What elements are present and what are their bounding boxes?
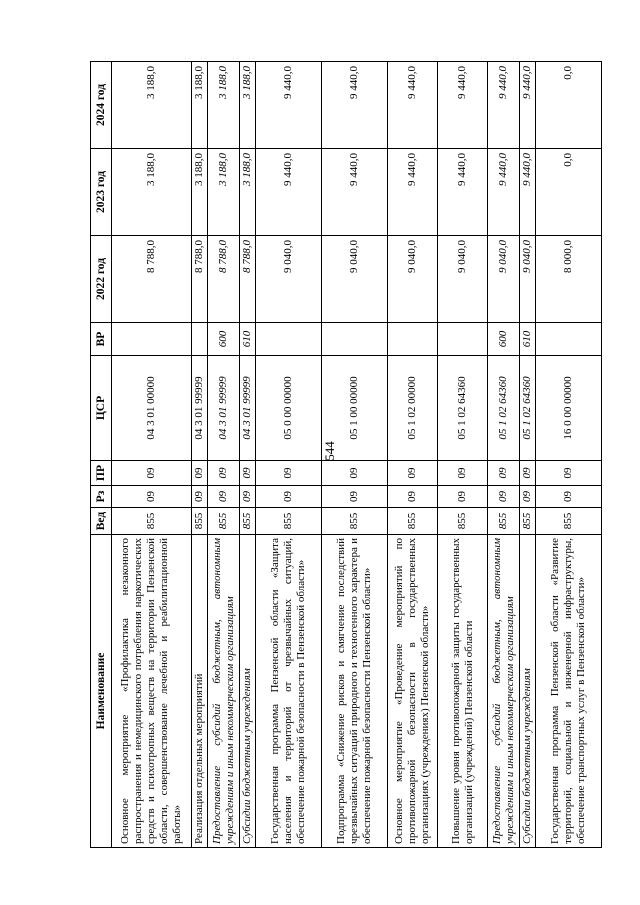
row-name: Государственная программа Пензенской области «Защита населения и территорий от чрезвычайных ситуаций, обеспечение пожарной безопасности в Пензенской области» — [256, 535, 322, 848]
row-pr: 09 — [208, 461, 240, 486]
table-row — [322, 62, 388, 848]
table-header-row — [91, 62, 112, 848]
row-2024: 3 188,0 — [240, 62, 256, 149]
row-name: Основное мероприятие «Профилактика незаконного распространения и немедицинского потребления наркотических средств и психотропных веществ на территории Пензенской области, совершенствование лечебной и реабилитационной работы» — [112, 535, 192, 848]
row-2023: 3 188,0 — [112, 149, 192, 236]
row-2024: 9 440,0 — [256, 62, 322, 149]
row-ved: 855 — [488, 508, 520, 535]
header-rz: Рз — [91, 486, 112, 508]
row-csr: 05 1 00 00000 — [322, 356, 388, 461]
table-row — [240, 62, 256, 848]
row-2022: 8 788,0 — [208, 236, 240, 323]
table-row — [536, 62, 602, 848]
row-ved: 855 — [520, 508, 536, 535]
row-2024: 3 188,0 — [208, 62, 240, 149]
row-rz: 09 — [112, 486, 192, 508]
row-csr: 05 1 02 64360 — [520, 356, 536, 461]
row-2023: 9 440,0 — [438, 149, 488, 236]
row-name: Государственная программа Пензенской области «Развитие территорий, социальной и инженерной инфраструктуры, обеспечение транспортных услуг в Пензенской области» — [536, 535, 602, 848]
row-csr: 05 1 02 64360 — [488, 356, 520, 461]
table-row — [192, 62, 208, 848]
table-row — [388, 62, 438, 848]
row-2022: 8 788,0 — [112, 236, 192, 323]
row-name: Основное мероприятие «Проведение мероприятий по противопожарной безопасности в государственных организациях (учреждениях) Пензенской области» — [388, 535, 438, 848]
row-pr: 09 — [192, 461, 208, 486]
row-ved: 855 — [438, 508, 488, 535]
table-row — [438, 62, 488, 848]
row-name: Субсидии бюджетным учреждениям — [240, 535, 256, 848]
row-2022: 8 788,0 — [192, 236, 208, 323]
row-rz: 09 — [536, 486, 602, 508]
header-csr: ЦСР — [91, 356, 112, 461]
header-2022: 2022 год — [91, 236, 112, 323]
row-name: Повышение уровня противопожарной защиты государственных организаций (учреждений) Пензенской области — [438, 535, 488, 848]
budget-table — [90, 61, 602, 848]
row-csr: 16 0 00 00000 — [536, 356, 602, 461]
header-2023: 2023 год — [91, 149, 112, 236]
row-name: Предоставление субсидий бюджетным, автономным учреждениям и иным некоммерческим организациям — [208, 535, 240, 848]
row-2023: 9 440,0 — [322, 149, 388, 236]
header-pr: ПР — [91, 461, 112, 486]
row-ved: 855 — [536, 508, 602, 535]
row-ved: 855 — [322, 508, 388, 535]
row-2023: 3 188,0 — [208, 149, 240, 236]
row-2022: 9 040,0 — [488, 236, 520, 323]
row-vr — [256, 323, 322, 356]
row-vr — [438, 323, 488, 356]
row-csr: 04 3 01 99999 — [208, 356, 240, 461]
row-2022: 9 040,0 — [322, 236, 388, 323]
row-vr — [112, 323, 192, 356]
row-ved: 855 — [112, 508, 192, 535]
row-2024: 9 440,0 — [388, 62, 438, 149]
row-name: Предоставление субсидий бюджетным, автономным учреждениям и иным некоммерческим организациям — [488, 535, 520, 848]
table-row — [208, 62, 240, 848]
row-2022: 9 040,0 — [438, 236, 488, 323]
table-row — [520, 62, 536, 848]
row-name: Подпрограмма «Снижение рисков и смягчение последствий чрезвычайных ситуаций природного и техногенного характера и обеспечение пожарной безопасности Пензенской области» — [322, 535, 388, 848]
row-rz: 09 — [488, 486, 520, 508]
budget-table-rotated — [90, 62, 587, 848]
row-pr: 09 — [256, 461, 322, 486]
row-ved: 855 — [240, 508, 256, 535]
table-row — [488, 62, 520, 848]
row-csr: 05 1 02 00000 — [388, 356, 438, 461]
row-rz: 09 — [192, 486, 208, 508]
header-ved: Вед — [91, 508, 112, 535]
row-vr — [536, 323, 602, 356]
row-rz: 09 — [256, 486, 322, 508]
header-2024: 2024 год — [91, 62, 112, 149]
row-2023: 3 188,0 — [240, 149, 256, 236]
row-pr: 09 — [520, 461, 536, 486]
row-2024: 9 440,0 — [520, 62, 536, 149]
row-vr: 610 — [520, 323, 536, 356]
row-name: Реализация отдельных мероприятий — [192, 535, 208, 848]
row-pr: 09 — [322, 461, 388, 486]
row-pr: 09 — [536, 461, 602, 486]
row-2023: 9 440,0 — [388, 149, 438, 236]
row-2023: 9 440,0 — [520, 149, 536, 236]
row-vr: 600 — [208, 323, 240, 356]
row-csr: 04 3 01 99999 — [192, 356, 208, 461]
row-vr: 600 — [488, 323, 520, 356]
row-csr: 04 3 01 99999 — [240, 356, 256, 461]
row-pr: 09 — [240, 461, 256, 486]
row-2024: 9 440,0 — [438, 62, 488, 149]
row-rz: 09 — [240, 486, 256, 508]
row-2023: 0,0 — [536, 149, 602, 236]
row-2024: 3 188,0 — [192, 62, 208, 149]
row-csr: 04 3 01 00000 — [112, 356, 192, 461]
row-pr: 09 — [438, 461, 488, 486]
row-2024: 3 188,0 — [112, 62, 192, 149]
row-2022: 8 000,0 — [536, 236, 602, 323]
row-rz: 09 — [388, 486, 438, 508]
row-2022: 8 788,0 — [240, 236, 256, 323]
header-vr: ВР — [91, 323, 112, 356]
row-2022: 9 040,0 — [256, 236, 322, 323]
row-vr — [192, 323, 208, 356]
row-2024: 9 440,0 — [488, 62, 520, 149]
row-pr: 09 — [488, 461, 520, 486]
row-ved: 855 — [388, 508, 438, 535]
row-2023: 9 440,0 — [256, 149, 322, 236]
row-csr: 05 1 02 64360 — [438, 356, 488, 461]
page-number: 544 — [322, 441, 337, 461]
row-pr: 09 — [112, 461, 192, 486]
row-2024: 0,0 — [536, 62, 602, 149]
row-rz: 09 — [520, 486, 536, 508]
table-row — [256, 62, 322, 848]
row-2022: 9 040,0 — [520, 236, 536, 323]
row-rz: 09 — [438, 486, 488, 508]
row-pr: 09 — [388, 461, 438, 486]
row-vr: 610 — [240, 323, 256, 356]
row-2023: 9 440,0 — [488, 149, 520, 236]
row-ved: 855 — [256, 508, 322, 535]
header-name: Наименование — [91, 535, 112, 848]
row-ved: 855 — [208, 508, 240, 535]
row-ved: 855 — [192, 508, 208, 535]
row-2023: 3 188,0 — [192, 149, 208, 236]
row-rz: 09 — [208, 486, 240, 508]
row-csr: 05 0 00 00000 — [256, 356, 322, 461]
table-row — [112, 62, 192, 848]
row-2022: 9 040,0 — [388, 236, 438, 323]
row-vr — [322, 323, 388, 356]
row-name: Субсидии бюджетным учреждениям — [520, 535, 536, 848]
row-2024: 9 440,0 — [322, 62, 388, 149]
row-rz: 09 — [322, 486, 388, 508]
row-vr — [388, 323, 438, 356]
